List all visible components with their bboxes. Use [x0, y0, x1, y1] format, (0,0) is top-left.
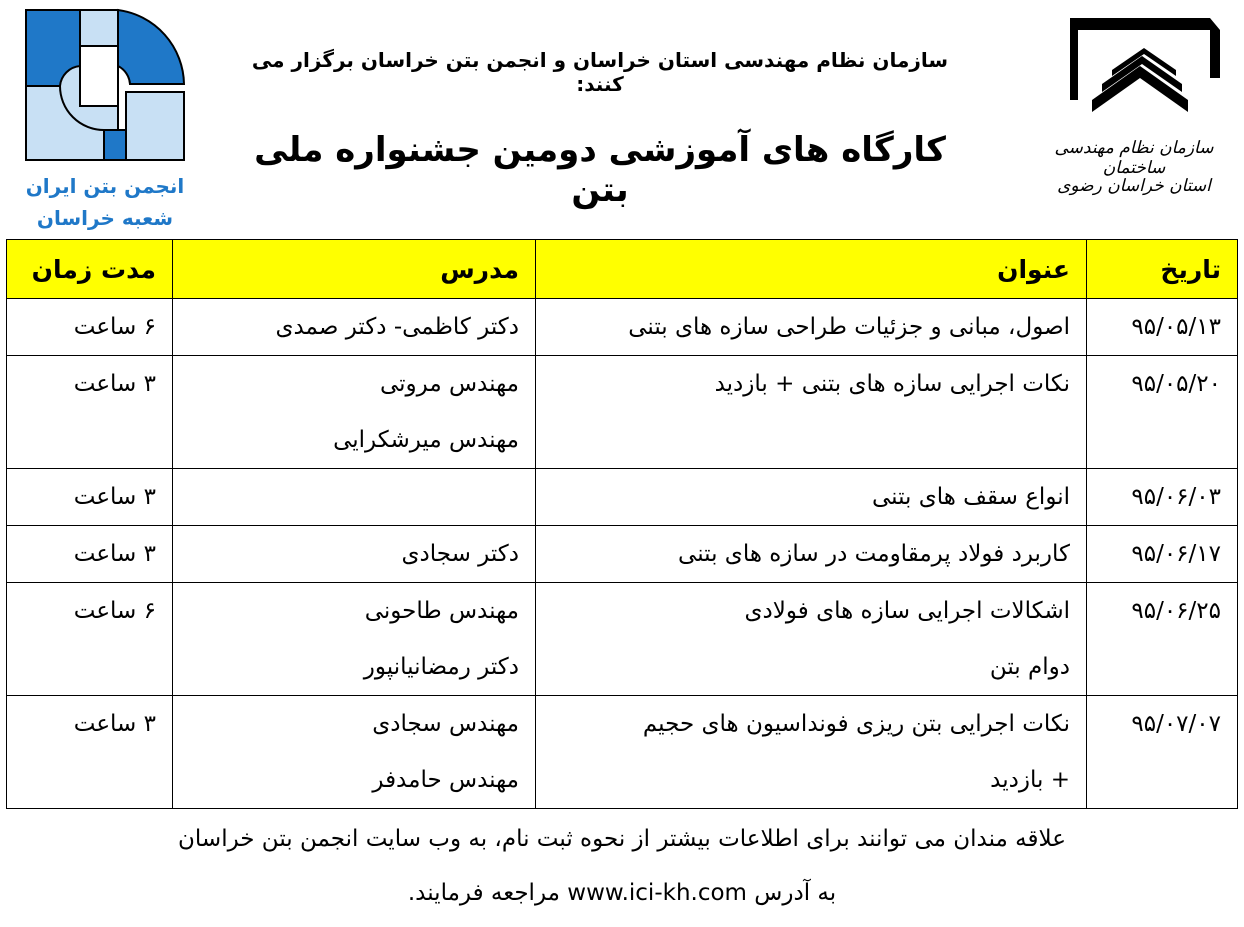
teacher-line: دکتر رمضانیانپور [363, 654, 519, 680]
title-line: اشکالات اجرایی سازه های فولادی [744, 598, 1070, 624]
cell-title [536, 583, 1087, 696]
table-row [7, 583, 1238, 696]
page-title: کارگاه های آموزشی دومین جشنواره ملی بتن [254, 130, 946, 210]
teacher-line: دکتر سجادی [401, 541, 519, 567]
concrete-institute-emblem-icon [20, 6, 190, 166]
column-header-title: عنوان [536, 240, 1087, 299]
engineering-organization-name: سازمان نظام مهندسی ساختمان [1054, 138, 1214, 178]
cell-teacher [173, 583, 536, 696]
cell-duration: ۳ ساعت [7, 526, 173, 583]
concrete-institute-name: انجمن بتن ایران [25, 174, 185, 198]
title-line: انواع سقف های بتنی [871, 484, 1070, 510]
title-line: کاربرد فولاد پرمقاومت در سازه های بتنی [678, 541, 1070, 567]
cell-duration: ۶ ساعت [7, 299, 173, 356]
cell-date: ۹۵/۰۶/۱۷ [1087, 526, 1238, 583]
teacher-line: دکتر کاظمی- دکتر صمدی [275, 314, 519, 340]
cell-teacher [173, 356, 536, 469]
teacher-line: مهندس میرشکرایی [333, 427, 519, 453]
cell-teacher [173, 526, 536, 583]
cell-date: ۹۵/۰۷/۰۷ [1087, 696, 1238, 809]
cell-duration: ۳ ساعت [7, 469, 173, 526]
engineering-organization-province: استان خراسان رضوی [1057, 176, 1211, 196]
title-line: نکات اجرایی سازه های بتنی + بازدید [714, 371, 1070, 397]
footer-address-line: به آدرس www.ici-kh.com مراجعه فرمایند. [407, 880, 837, 906]
teacher-line: مهندس سجادی [372, 711, 519, 737]
cell-duration: ۳ ساعت [7, 356, 173, 469]
title-line: + بازدید [990, 767, 1070, 793]
title-line: دوام بتن [989, 654, 1070, 680]
cell-duration: ۳ ساعت [7, 696, 173, 809]
concrete-institute-branch: شعبه خراسان [36, 206, 174, 230]
cell-date: ۹۵/۰۶/۲۵ [1087, 583, 1238, 696]
teacher-line: مهندس حامدفر [372, 767, 519, 793]
table-row [7, 696, 1238, 809]
cell-teacher [173, 696, 536, 809]
column-header-duration: مدت زمان [7, 240, 173, 299]
table-row [7, 356, 1238, 469]
cell-title [536, 299, 1087, 356]
cell-teacher [173, 469, 536, 526]
cell-teacher [173, 299, 536, 356]
cell-date: ۹۵/۰۵/۱۳ [1087, 299, 1238, 356]
table-row [7, 299, 1238, 356]
concrete-institute-logo [20, 6, 190, 234]
cell-title [536, 526, 1087, 583]
table-row [7, 469, 1238, 526]
organizer-line: سازمان نظام مهندسی استان خراسان و انجمن بتن خراسان برگزار می کنند: [251, 48, 949, 96]
column-header-teacher: مدرس [173, 240, 536, 299]
footer-info-line: علاقه مندان می توانند برای اطلاعات بیشتر از نحوه ثبت نام، به وب سایت انجمن بتن خراسان [178, 826, 1066, 852]
cell-title [536, 696, 1087, 809]
cell-duration: ۶ ساعت [7, 583, 173, 696]
building-roof-icon [1030, 8, 1238, 148]
workshop-schedule-table [6, 239, 1238, 809]
teacher-line: مهندس مروتی [379, 371, 519, 397]
cell-title [536, 356, 1087, 469]
cell-date: ۹۵/۰۵/۲۰ [1087, 356, 1238, 469]
title-line: نکات اجرایی بتن ریزی فونداسیون های حجیم [642, 711, 1070, 737]
cell-title [536, 469, 1087, 526]
engineering-organization-logo [1030, 8, 1238, 213]
cell-date: ۹۵/۰۶/۰۳ [1087, 469, 1238, 526]
table-row [7, 526, 1238, 583]
teacher-line: مهندس طاحونی [364, 598, 519, 624]
table-header-row [7, 240, 1238, 299]
column-header-date: تاریخ [1087, 240, 1238, 299]
title-line: اصول، مبانی و جزئیات طراحی سازه های بتنی [628, 314, 1070, 340]
